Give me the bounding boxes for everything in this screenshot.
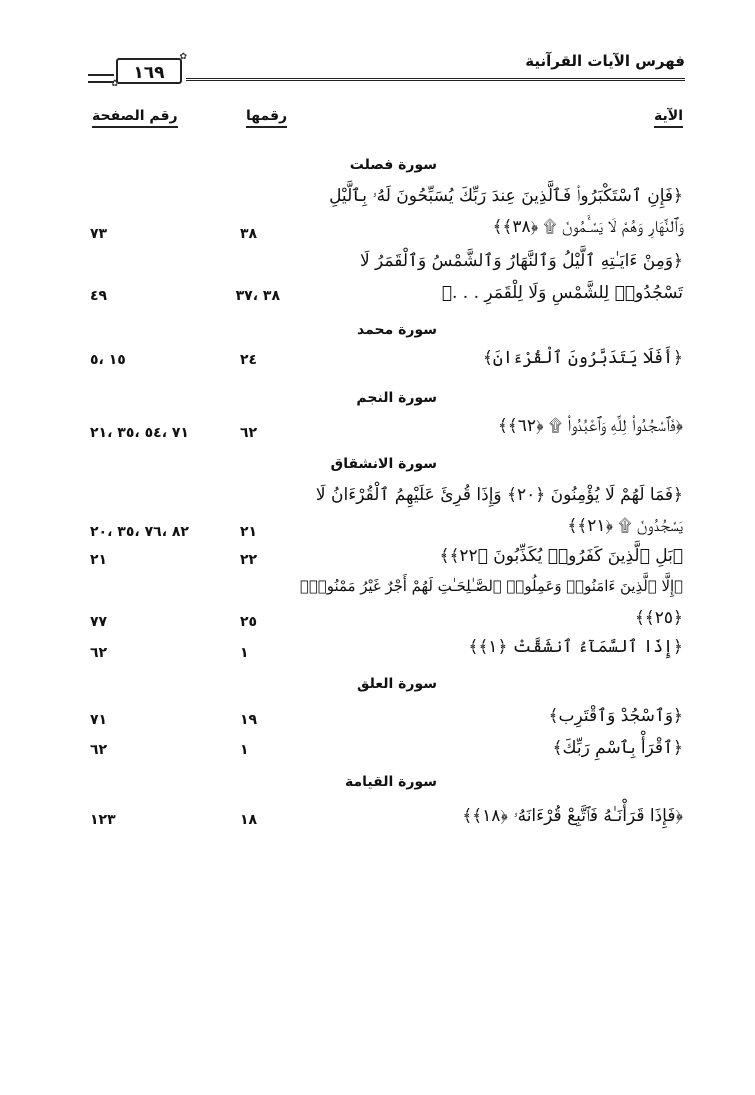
verse-line: تَسْجُدُوا۟ لِلشَّمْسِ وَلَا لِلْقَمَرِ . . .﴾ — [441, 283, 683, 303]
page-references: ٨٢ ،٧٦ ،٣٥ ،٢٠ — [90, 524, 189, 540]
page-references: ٦٢ — [90, 645, 108, 661]
verse-number: ١ — [240, 742, 249, 758]
page-references: ٦٢ — [90, 742, 108, 758]
page-number: ١٦٩ — [133, 63, 165, 83]
verse-number: ١٨ — [240, 812, 258, 828]
verse-number: ٢٤ — [240, 352, 258, 368]
header-rule — [186, 78, 685, 81]
verse-line: يَسْجُدُونَ ۩ ﴿٢١﴾﴾ — [567, 516, 683, 536]
verse-number: ١٩ — [240, 712, 258, 728]
column-header-verse: الآية — [654, 108, 683, 124]
page-number-box — [116, 58, 182, 84]
page-references: ١٥ ،٥ — [90, 352, 126, 368]
verse-number: ٦٢ — [240, 425, 258, 441]
verse-line: ﴿أَفَلَا يَتَدَبَّرُونَ ٱلْقُرْءَانَ﴾ — [482, 348, 683, 368]
page-references: ٧١ ،٥٤ ،٣٥ ،٢١ — [90, 425, 189, 441]
verse-line: ﴿وَمِنْ ءَايَـٰتِهِ ٱلَّيْلُ وَٱلنَّهَارُ وَٱلشَّمْسُ وَٱلْقَمَرُ لَا — [359, 251, 683, 271]
verse-line: ﴿إِذَا ٱلسَّمَآءُ ٱنشَقَّتْ ﴿١﴾﴾ — [468, 637, 683, 657]
verse-line: ﴿وَٱسْجُدْ وَٱقْتَرِب﴾ — [548, 706, 683, 726]
surah-heading: سورة فصلت — [349, 157, 437, 173]
surah-heading: سورة النجم — [356, 390, 437, 406]
verse-number: ٣٨ ،٣٧ — [235, 288, 280, 304]
surah-heading: سورة محمد — [357, 322, 437, 338]
verse-number: ١ — [240, 645, 249, 661]
verse-line: ﴿٢٥﴾﴾ — [634, 608, 683, 628]
verse-line: ﴿فَٱسْجُدُوا۟ لِلَّهِ وَٱعْبُدُوا۟ ۩ ﴿٦٢﴾﴾ — [497, 416, 683, 436]
header-rule-left-top — [88, 74, 114, 76]
page-references: ٧٣ — [90, 226, 108, 242]
verse-number: ٢١ — [240, 524, 258, 540]
verse-line: وَٱلنَّهَارِ وَهُمْ لَا يَسْـَٔمُونَ ۩ ﴿٣٨﴾﴾ — [492, 217, 683, 237]
page-references: ٧١ — [90, 712, 108, 728]
verse-line: ﴿فَمَا لَهُمْ لَا يُؤْمِنُونَ ﴿٢٠﴾ وَإِذَا قُرِئَ عَلَيْهِمُ ٱلْقُرْءَانُ لَا — [315, 485, 683, 505]
verse-line: ﴿فَإِذَا قَرَأْنَـٰهُ فَٱتَّبِعْ قُرْءَانَهُۥ ﴿١٨﴾﴾ — [462, 806, 683, 826]
verse-number: ٢٥ — [240, 614, 258, 630]
verse-number: ٣٨ — [240, 226, 258, 242]
page-references: ٧٧ — [90, 614, 108, 630]
verse-line: ﴿بَلِ ٱلَّذِينَ كَفَرُوا۟ يُكَذِّبُونَ ﴿٢٢﴾﴾ — [439, 546, 683, 566]
verse-line: ﴿ٱقْرَأْ بِٱسْمِ رَبِّكَ﴾ — [552, 738, 683, 758]
surah-heading: سورة الانشقاق — [330, 456, 437, 472]
column-header-verse-number: رقمها — [246, 108, 287, 124]
surah-heading: سورة القيامة — [344, 774, 437, 790]
page-references: ١٢٣ — [90, 812, 116, 828]
surah-heading: سورة العلق — [356, 676, 437, 692]
column-header-page-number: رقم الصفحة — [92, 108, 178, 124]
verse-number: ٢٢ — [240, 552, 258, 568]
verse-line: ﴿فَإِنِ ٱسْتَكْبَرُوا۟ فَٱلَّذِينَ عِندَ رَبِّكَ يُسَبِّحُونَ لَهُۥ بِٱلَّيْلِ — [329, 186, 683, 206]
page-references: ٢١ — [90, 552, 108, 568]
page-references: ٤٩ — [90, 288, 108, 304]
verse-line: ﴿إِلَّا ٱلَّذِينَ ءَامَنُوا۟ وَعَمِلُوا۟ ٱلصَّـٰلِحَـٰتِ لَهُمْ أَجْرٌ غَيْرُ مَمْنُونٍۭ — [300, 577, 683, 595]
running-header-title: فهرس الآيات القرآنية — [525, 52, 685, 70]
